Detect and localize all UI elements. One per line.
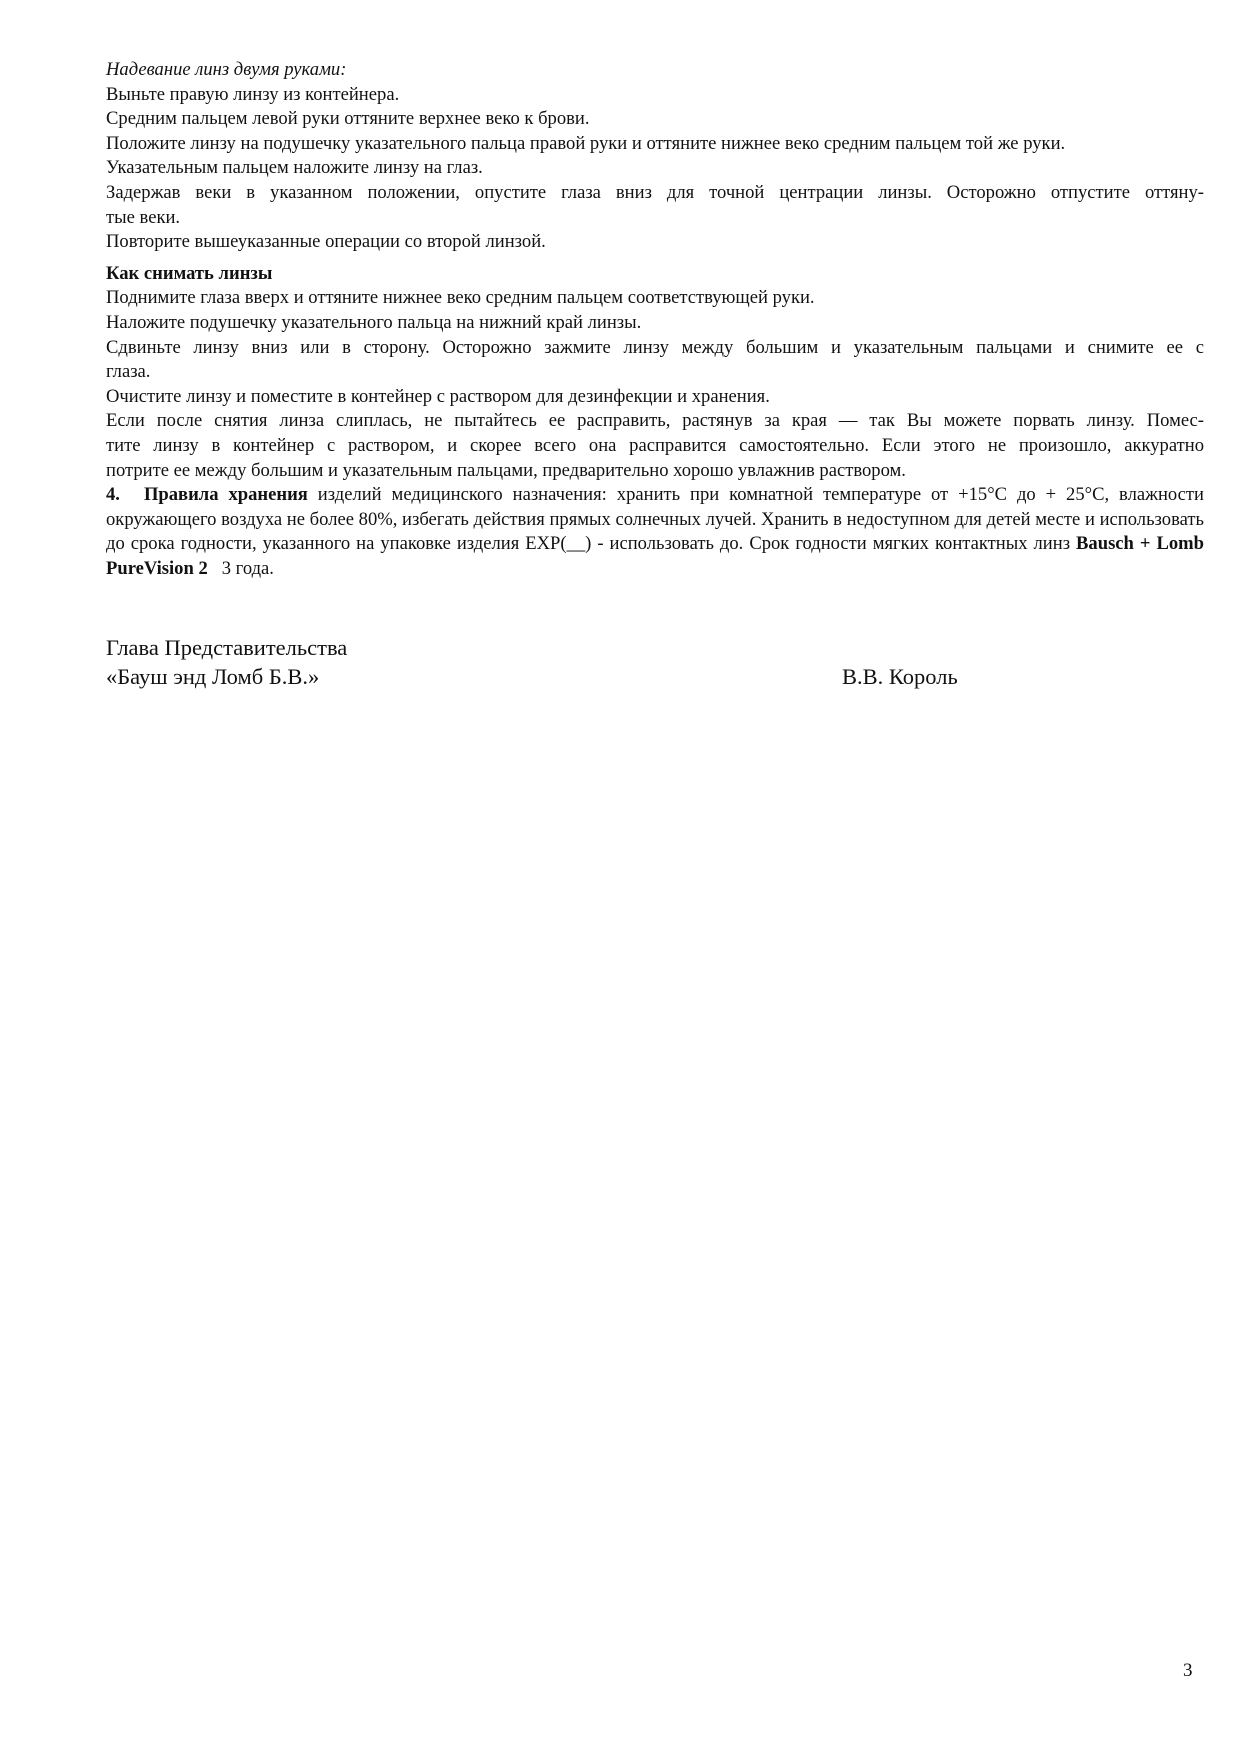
document-body [106,58,1204,581]
removal-step-3-cont: глаза. [106,361,151,383]
storage-number: 4. [106,484,120,506]
storage-text-1: изделий медицинского назначения: хранить при комнатной температуре от +15°С до + 25°С, влажности окружающего воздуха не более 80%, избегать действия прямых солнечных лучей. Хранить в недоступном для детей месте и использовать до срока годности, указанного на упаковке изделия EXP(__) - использовать до. Срок годности мягких контактных линз [106,484,1204,555]
removal-step-3: Сдвиньте линзу вниз или в сторону. Осторожно зажмите линзу между большим и указательным пальцами и снимите ее с [106,336,1204,358]
storage-title: Правила хранения [143,484,308,506]
page-number: 3 [1183,1660,1193,1681]
signature-block [106,633,1006,691]
storage-text-2: 3 года. [207,557,274,579]
two-hands-step-5: Задержав веки в указанном положении, опустите глаза вниз для точной центрации линзы. Осторожно отпустите оттяну- [106,181,1204,203]
two-hands-step-3: Положите линзу на подушечку указательного пальца правой руки и оттяните нижнее веко средним пальцем той же руки. [106,132,1066,154]
removal-step-2: Наложите подушечку указательного пальца на нижний край линзы. [106,311,642,333]
removal-title: Как снимать линзы [106,262,273,284]
two-hands-step-6: Повторите вышеуказанные операции со второй линзой. [106,231,546,253]
storage-paragraph [106,483,1204,581]
two-hands-step-5-cont: тые веки. [106,206,181,228]
removal-step-5: Если после снятия линза слиплась, не пытайтесь ее расправить, растянув за края — так Вы можете порвать линзу. Помес- [106,410,1204,432]
two-hands-step-2: Средним пальцем левой руки оттяните верхнее веко к брови. [106,108,590,130]
signature-name: В.В. Король [842,664,958,689]
signature-position-2: «Бауш энд Ломб Б.В.» [106,664,320,689]
storage-product: Bausch + Lomb PureVision 2 [106,533,1204,579]
two-hands-step-1: Выньте правую линзу из контейнера. [106,83,400,105]
removal-step-4: Очистите линзу и поместите в контейнер с раствором для дезинфекции и хранения. [106,385,770,407]
removal-step-5-end: потрите ее между большим и указательным пальцами, предварительно хорошо увлажнив раствором. [106,459,906,481]
removal-step-5-cont: тите линзу в контейнер с раствором, и скорее всего она расправится самостоятельно. Если этого не произошло, аккуратно [106,434,1204,456]
removal-step-1: Поднимите глаза вверх и оттяните нижнее веко средним пальцем соответствующей руки. [106,287,815,309]
two-hands-step-4: Указательным пальцем наложите линзу на глаз. [106,157,483,179]
two-hands-title: Надевание линз двумя руками: [106,59,347,80]
signature-position-1: Глава Представительства [106,635,348,660]
